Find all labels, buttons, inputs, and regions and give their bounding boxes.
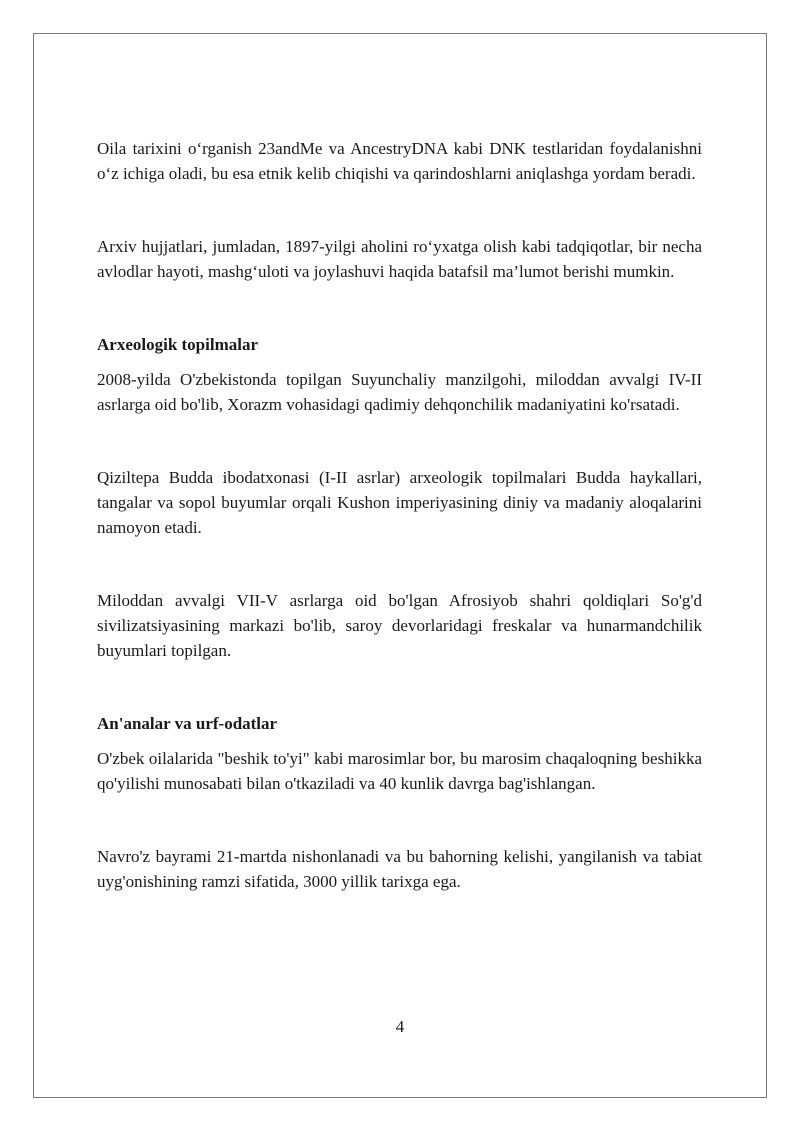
paragraph-beshik-toyi: O'zbek oilalarida "beshik to'yi" kabi marosimlar bor, bu marosim chaqaloqning beshikka qo'yilishi munosabati bilan o'tkaziladi va 40 kunlik davrga bag'ishlangan. xyxy=(97,749,702,793)
section-heading-traditions: An'analar va urf-odatlar xyxy=(97,714,278,733)
paragraph-afrosiyob: Miloddan avvalgi VII-V asrlarga oid bo'lgan Afrosiyob shahri qoldiqlari So'g'd sivilizatsiyasining markazi bo'lib, saroy devorlaridagi freskalar va hunarmandchilik buyumlari topilgan. xyxy=(97,591,702,660)
paragraph-dna-testing: Oila tarixini o‘rganish 23andMe va AncestryDNA kabi DNK testlaridan foydalanishni o‘z ichiga oladi, bu esa etnik kelib chiqishi va qarindoshlarni aniqlashga yordam beradi. xyxy=(97,139,702,183)
page-number: 4 xyxy=(395,1017,405,1036)
section-heading-archaeology: Arxeologik topilmalar xyxy=(97,335,259,354)
document-body xyxy=(97,136,702,894)
paragraph-qiziltepa: Qiziltepa Budda ibodatxonasi (I-II asrlar) arxeologik topilmalari Budda haykallari, tangalar va sopol buyumlar orqali Kushon imperiyasining diniy va madaniy aloqalarini namoyon etadi. xyxy=(97,468,702,537)
paragraph-navroz: Navro'z bayrami 21-martda nishonlanadi va bu bahorning kelishi, yangilanish va tabiat uyg'onishining ramzi sifatida, 3000 yillik tarixga ega. xyxy=(97,847,702,891)
paragraph-suyunchaliy: 2008-yilda O'zbekistonda topilgan Suyunchaliy manzilgohi, miloddan avvalgi IV-II asrlarga oid bo'lib, Xorazm vohasidagi qadimiy dehqonchilik madaniyatini ko'rsatadi. xyxy=(97,370,702,414)
paragraph-archive-documents: Arxiv hujjatlari, jumladan, 1897-yilgi aholini ro‘yxatga olish kabi tadqiqotlar, bir necha avlodlar hayoti, mashg‘uloti va joylashuvi haqida batafsil ma’lumot berishi mumkin. xyxy=(97,237,702,281)
